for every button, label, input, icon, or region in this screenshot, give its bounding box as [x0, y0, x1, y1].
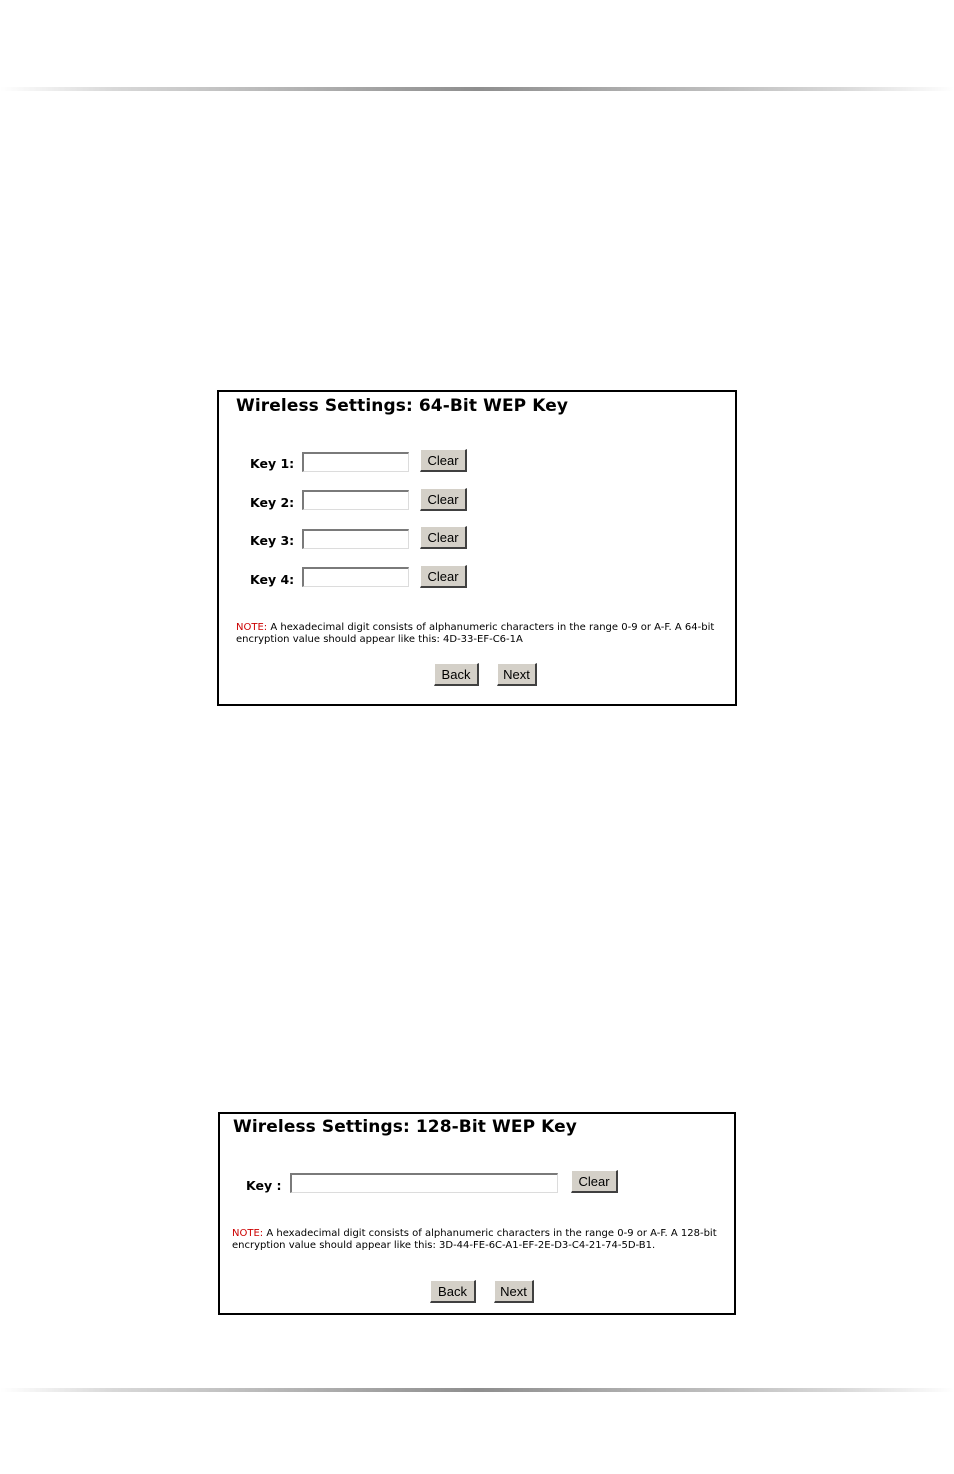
back-button[interactable]: Back	[434, 663, 479, 686]
key-clear-button[interactable]: Clear	[571, 1170, 618, 1193]
bottom-divider	[0, 1388, 954, 1392]
key-4-clear-button[interactable]: Clear	[420, 565, 467, 588]
next-button[interactable]: Next	[497, 663, 537, 686]
wep-64-panel	[217, 390, 737, 706]
wep-128-note	[232, 1228, 722, 1252]
key-1-label: Key 1:	[250, 456, 295, 471]
note-label: NOTE:	[232, 1228, 264, 1239]
key-2-input[interactable]	[302, 490, 409, 510]
next-button[interactable]: Next	[494, 1280, 534, 1303]
key-2-clear-button[interactable]: Clear	[420, 488, 467, 511]
note-text: A hexadecimal digit consists of alphanumeric characters in the range 0-9 or A-F. A 64-bit encryption value should appear like this: 4D-33-EF-C6-1A	[236, 622, 715, 645]
key-4-label: Key 4:	[250, 572, 295, 587]
key-4-input[interactable]	[302, 567, 409, 587]
note-label: NOTE:	[236, 622, 268, 633]
back-button[interactable]: Back	[430, 1280, 476, 1303]
key-3-label: Key 3:	[250, 533, 295, 548]
key-2-label: Key 2:	[250, 495, 295, 510]
top-divider	[0, 87, 954, 91]
key-input[interactable]	[290, 1173, 558, 1193]
key-label: Key :	[246, 1178, 282, 1193]
wep-128-panel	[218, 1112, 736, 1315]
key-3-clear-button[interactable]: Clear	[420, 526, 467, 549]
wep-64-title: Wireless Settings: 64-Bit WEP Key	[236, 396, 569, 416]
note-text: A hexadecimal digit consists of alphanumeric characters in the range 0-9 or A-F. A 128-bit encryption value should appear like this: 3D-44-FE-6C-A1-EF-2E-D3-C4-21-74-5D-B1.	[232, 1228, 717, 1251]
key-1-input[interactable]	[302, 452, 409, 472]
key-1-clear-button[interactable]: Clear	[420, 449, 467, 472]
key-3-input[interactable]	[302, 529, 409, 549]
wep-64-note	[236, 622, 722, 646]
wep-128-title: Wireless Settings: 128-Bit WEP Key	[233, 1117, 577, 1137]
